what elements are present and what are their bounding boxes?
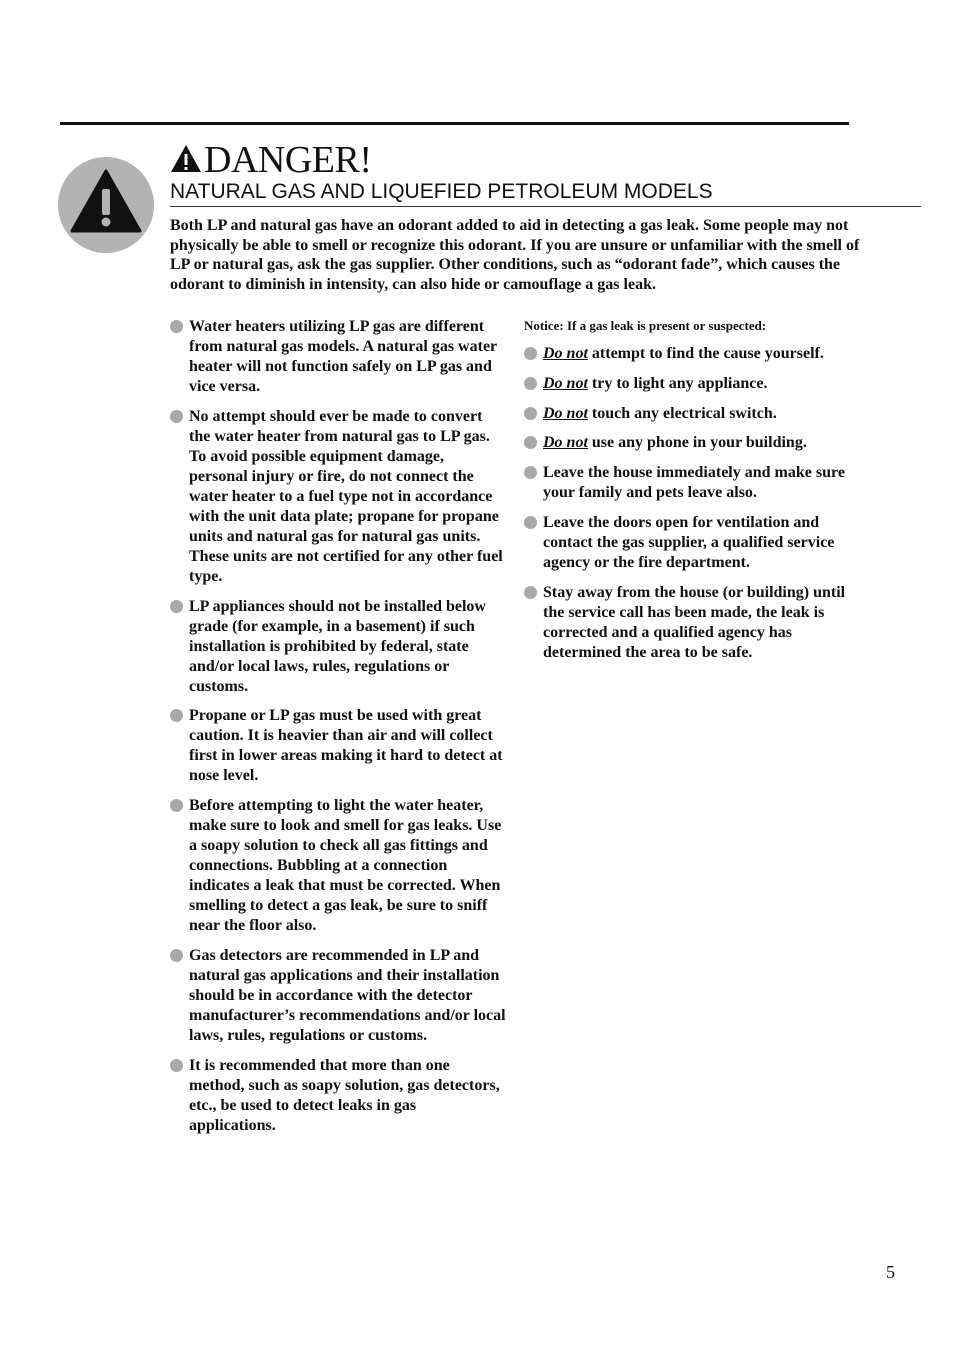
warning-circle-icon <box>58 157 154 253</box>
emphasis-text: Do not <box>543 404 588 422</box>
bullet-icon <box>524 347 537 360</box>
list-item <box>170 317 506 397</box>
right-column <box>524 317 864 673</box>
bullet-icon <box>170 410 183 423</box>
bullet-icon <box>524 377 537 390</box>
list-item-text: Leave the house immediately and make sure your family and pets leave also. <box>543 464 845 502</box>
list-item <box>524 344 864 364</box>
emphasis-text: Do not <box>543 434 588 452</box>
list-item-text: Stay away from the house (or building) until the service call has been made, the leak is corrected and a qualified agency has determined the area to be safe. <box>543 583 846 661</box>
heading-block <box>170 140 921 207</box>
list-item-text: Propane or LP gas must be used with great caution. It is heavier than air and will collect first in lower areas making it hard to detect at nose level. <box>189 707 503 785</box>
top-rule <box>60 122 849 125</box>
list-item-text: It is recommended that more than one method, such as soapy solution, gas detectors, etc., be used to detect leaks in gas applications. <box>189 1056 500 1134</box>
bullet-icon <box>170 949 183 962</box>
bullet-icon <box>170 799 183 812</box>
emphasis-text: Do not <box>543 374 588 392</box>
page-number: 5 <box>886 1262 895 1282</box>
danger-title <box>170 140 921 180</box>
list-item-text: Gas detectors are recommended in LP and natural gas applications and their installation should be in accordance with the detector manufacturer’s recommendations and/or local laws, rules, regulations or customs. <box>189 946 506 1044</box>
left-column <box>170 317 506 1146</box>
emphasis-text: Do not <box>543 345 588 362</box>
page-title: DANGER! <box>204 139 372 181</box>
bullet-icon <box>170 600 183 613</box>
notice-text: Notice: If a gas leak is present or suspected: <box>524 318 767 333</box>
intro-paragraph: Both LP and natural gas have an odorant added to aid in detecting a gas leak. Some people may not physically be able to smell or recognize this odorant. If you are unsure or unfamiliar with the smell of LP or natural gas, ask the gas supplier. Other conditions, such as “odorant fade”, which causes the odorant to diminish in intensity, can also hide or camouflage a gas leak. <box>170 217 860 293</box>
list-item <box>170 706 506 786</box>
list-item <box>170 597 506 697</box>
list-item-text: attempt to find the cause yourself. <box>587 345 824 362</box>
bullet-icon <box>170 709 183 722</box>
list-item-text: LP appliances should not be installed below grade (for example, in a basement) if such installation is prohibited by federal, state and/or local laws, rules, regulations or customs. <box>189 597 486 695</box>
list-item-text: No attempt should ever be made to convert the water heater from natural gas to LP gas. To avoid possible equipment damage, personal injury or fire, do not connect the water heater to a fuel type not in accordance with the unit data plate; propane for propane units and natural gas for natural gas units. These units are not certified for any other fuel type. <box>189 407 503 585</box>
section-subtitle: NATURAL GAS AND LIQUEFIED PETROLEUM MODELS <box>170 179 921 207</box>
list-item-text: Water heaters utilizing LP gas are different from natural gas models. A natural gas water heater will not function safely on LP gas and vice versa. <box>189 318 497 395</box>
list-item-text: use any phone in your building. <box>587 434 807 452</box>
bullet-icon <box>524 466 537 479</box>
list-item-text: touch any electrical switch. <box>587 404 777 422</box>
list-item-text: Before attempting to light the water heater, make sure to look and smell for gas leaks. Use a soapy solution to check all gas fittings and connections. Bubbling at a connection indicates a leak that must be corrected. When smelling to detect a gas leak, be sure to sniff near the floor also. <box>189 797 502 935</box>
warning-triangle-icon <box>170 143 202 175</box>
list-item-text: Leave the doors open for ventilation and contact the gas supplier, a qualified service agency or the fire department. <box>543 513 835 571</box>
bullet-icon <box>524 436 537 449</box>
list-item <box>170 407 506 587</box>
bullet-icon <box>170 320 183 333</box>
list-item <box>170 946 506 1046</box>
bullet-icon <box>170 1059 183 1072</box>
list-item <box>524 513 864 573</box>
bullet-icon <box>524 516 537 529</box>
list-item-text: try to light any appliance. <box>587 374 768 392</box>
list-item <box>170 796 506 936</box>
list-item <box>524 433 864 453</box>
bullet-icon <box>524 586 537 599</box>
list-item <box>524 404 864 424</box>
bullet-icon <box>524 407 537 420</box>
list-item <box>524 463 864 503</box>
list-item <box>170 1056 506 1136</box>
list-item <box>524 583 864 663</box>
list-item <box>524 374 864 394</box>
